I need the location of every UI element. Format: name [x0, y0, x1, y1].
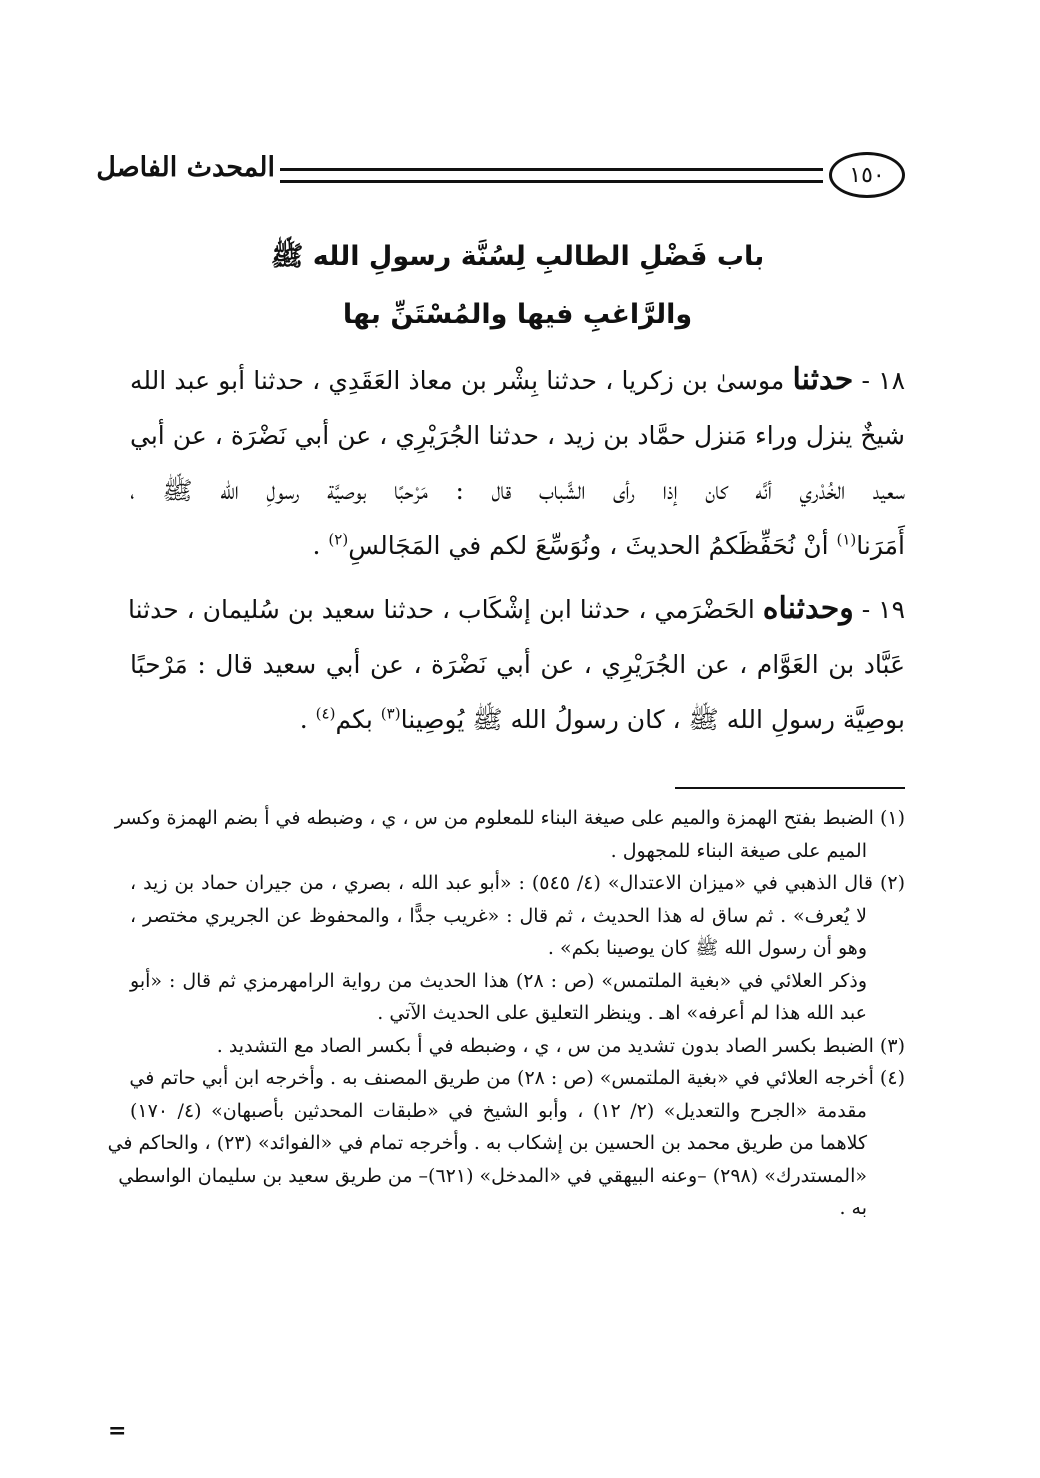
- footnote-line: (٤) أخرجه العلائي في «بغية الملتمس» (ص : ٢٨) من طريق المصنف به . وأخرجه ابن أبي حاتم في: [129, 1067, 905, 1089]
- footnote-4: [107, 1062, 905, 1225]
- end-mark: .: [299, 705, 308, 734]
- hadith-text: أَمَرَنا: [856, 531, 905, 560]
- footnote-line: الميم على صيغة البناء للمجهول .: [610, 839, 867, 862]
- page-number-badge: [829, 152, 905, 198]
- hadith-text: أنْ نُحَفِّظَكمُ الحديثَ ، ونُوَسِّعَ لكم في المَجَالسِ: [348, 531, 829, 560]
- footnote-line: كلاهما من طريق محمد بن الحسين بن إشكاب به . وأخرجه تمام في «الفوائد» (٢٣) ، والحاكم في: [107, 1132, 867, 1154]
- footnote-3: [130, 1030, 905, 1063]
- hadith-line: سعيد الخُدْري أنَّه كان إذا رأى الشَّباب قال : مَرْحبًا بوصيَّة رسولِ الله ﷺ ،: [130, 476, 905, 505]
- page-number: ١٥٠: [849, 162, 885, 188]
- footnote-ref[interactable]: (٢): [328, 530, 349, 549]
- page-header: [96, 150, 905, 200]
- hadith-line: [130, 518, 905, 573]
- hadith-lead-word: حدثنا: [792, 362, 854, 397]
- chapter-heading: [130, 228, 905, 344]
- running-title: المحدث الفاصل: [96, 152, 275, 183]
- footnote-line: (٣) الضبط بكسر الصاد بدون تشديد من س ، ي ، وضبطه في أ بكسر الصاد مع التشديد .: [216, 1034, 905, 1057]
- footnote-line: (٢) قال الذهبي في «ميزان الاعتدال» (٤/ ٥٤٥) : «أبو عبد الله ، بصري ، من جيران حماد بن زيد ،: [130, 872, 905, 894]
- footnote-line: وذكر العلائي في «بغية الملتمس» (ص : ٢٨) هذا الحديث من رواية الرامهرمزي ثم قال : «أبو: [130, 969, 867, 992]
- hadith-text: بوصِيَّة رسولِ الله ﷺ ، كان رسولُ الله ﷺ يُوصِينا: [400, 705, 905, 734]
- hadith-number: ١٩ -: [861, 595, 905, 624]
- footnote-1: [114, 802, 905, 867]
- hadith-19: [130, 581, 905, 747]
- hadith-18: [130, 352, 905, 573]
- footnote-line: لا يُعرف» . ثم ساق له هذا الحديث ، ثم قال : «غريب جدًّا ، والمحفوظ عن الجريري مختصر ،: [130, 904, 867, 927]
- footnote-line: مقدمة «الجرح والتعديل» (٢/ ١٢) ، وأبو الشيخ في «طبقات المحدثين بأصبهان» (٤/ ١٧٠): [130, 1099, 867, 1122]
- footnote-2: [130, 867, 905, 1030]
- continuation-mark: =: [108, 1418, 127, 1444]
- footnotes: [107, 802, 905, 1225]
- hadith-text: بكم: [335, 705, 373, 734]
- footnote-line: عبد الله هذا لم أعرفه» اهـ . وينظر التعليق على الحديث الآتي .: [377, 1002, 867, 1024]
- hadith-text: الحَضْرَمي ، حدثنا ابن إشْكَاب ، حدثنا سعيد بن سُليمان ، حدثنا: [128, 595, 755, 624]
- footnote-line: (١) الضبط بفتح الهمزة والميم على صيغة البناء للمعلوم من س ، ي ، وضبطه في أ بضم الهمزة وكسر: [114, 807, 905, 829]
- hadith-line: عَبَّاد بن العَوَّام ، عن الجُرَيْرِي ، عن أبي نَضْرَة ، عن أبي سعيد قال : مَرْحبًا: [130, 650, 905, 679]
- hadith-line: شيخٌ ينزل وراء مَنزل حمَّاد بن زيد ، حدثنا الجُرَيْرِي ، عن أبي نَضْرَة ، عن أبي: [130, 421, 905, 450]
- hadith-line: [130, 692, 905, 747]
- footnote-line: به .: [839, 1197, 867, 1219]
- chapter-heading-line-2: والرَّاغبِ فيها والمُسْتَنِّ بها: [342, 299, 693, 330]
- hadith-text: موسىٰ بن زكريا ، حدثنا بِشْر بن معاذ العَقَدِي ، حدثنا أبو عبد الله: [130, 366, 785, 395]
- hadith-body: [130, 352, 905, 755]
- footnote-ref[interactable]: (١): [836, 530, 857, 549]
- hadith-line: [130, 352, 905, 408]
- footnote-line: «المستدرك» (٢٩٨) –وعنه البيهقي في «المدخل» (٦٢١)– من طريق سعيد بن سليمان الواسطي: [118, 1164, 867, 1187]
- hadith-number: ١٨ -: [861, 366, 905, 395]
- hadith-line: [130, 581, 905, 637]
- footnote-separator: [675, 787, 905, 789]
- header-double-rule: [280, 168, 823, 183]
- footnote-ref[interactable]: (٣): [380, 704, 401, 723]
- footnote-line: وهو أن رسول الله ﷺ كان يوصينا بكم» .: [547, 937, 867, 959]
- hadith-lead-word: وحدثناه: [762, 591, 854, 626]
- chapter-heading-line-1: باب فَضْلِ الطالبِ لِسُنَّة رسولِ الله ﷺ: [270, 241, 765, 272]
- footnote-ref[interactable]: (٤): [315, 704, 336, 723]
- end-mark: .: [312, 531, 321, 560]
